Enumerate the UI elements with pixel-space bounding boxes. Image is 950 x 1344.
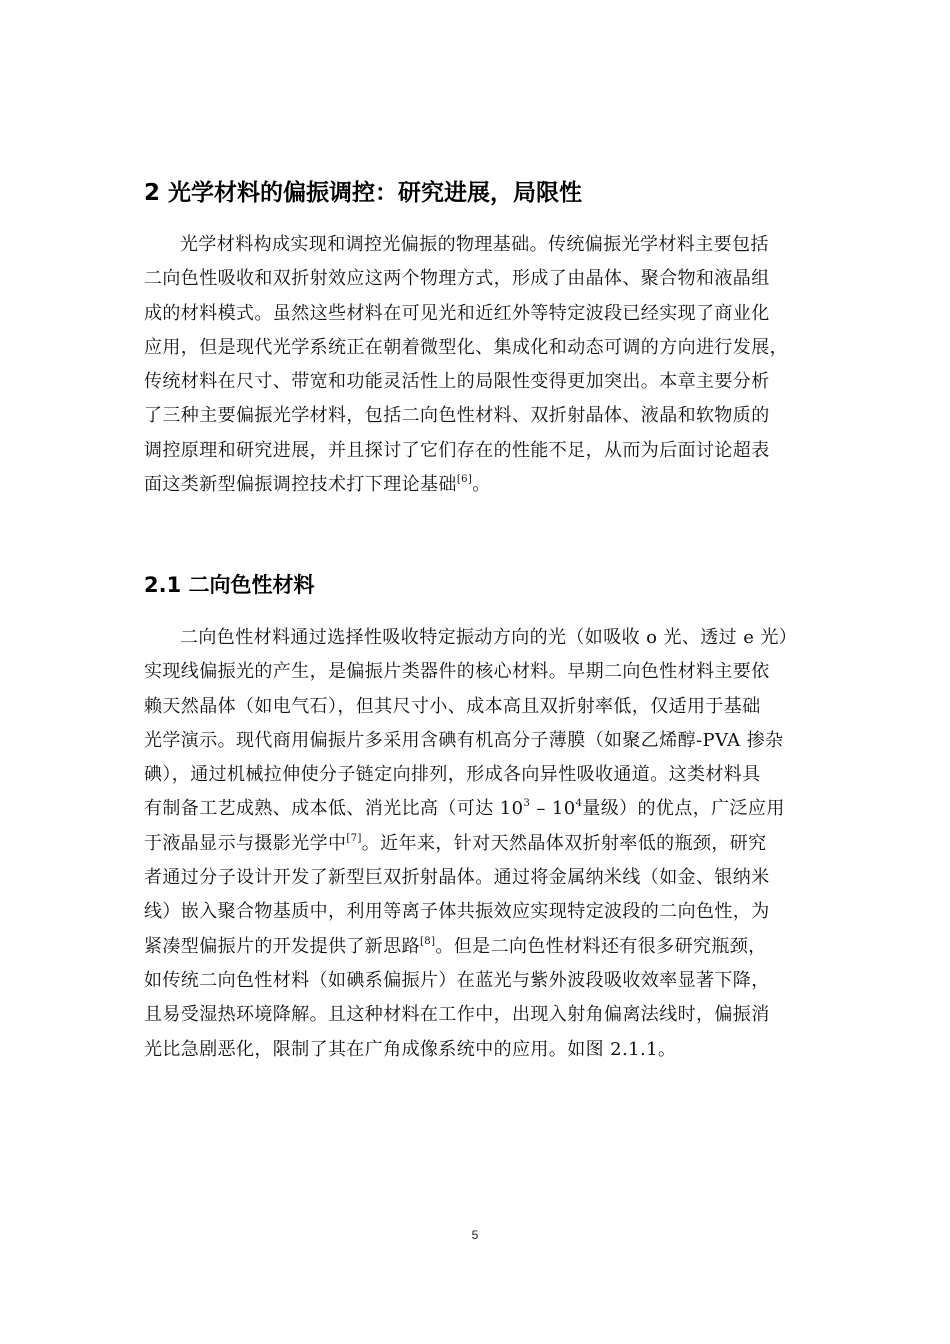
paragraph-line: 碘），通过机械拉伸使分子链定向排列，形成各向异性吸收通道。这类材料具 <box>144 764 761 786</box>
paragraph-line: 者通过分子设计开发了新型巨双折射晶体。通过将金属纳米线（如金、银纳米 <box>144 867 770 889</box>
section-heading <box>144 176 582 210</box>
paragraph-line: 且易受湿热环境降解。且这种材料在工作中，出现入射角偏离法线时，偏振消 <box>144 1004 770 1026</box>
paragraph-line: 赖天然晶体（如电气石），但其尺寸小、成本高且双折射率低，仅适用于基础 <box>144 695 761 717</box>
paragraph-line: 光学材料构成实现和调控光偏振的物理基础。传统偏振光学材料主要包括 <box>180 234 769 255</box>
intro-paragraph <box>144 228 812 502</box>
line-text: – 10 <box>530 798 576 820</box>
paragraph-line: 光比急剧恶化，限制了其在广角成像系统中的应用。如图 2.1.1。 <box>144 1038 677 1060</box>
subsection-heading <box>144 568 315 602</box>
line-text: 量级）的优点，广泛应用 <box>582 798 785 820</box>
citation-reference: [8] <box>420 935 436 947</box>
paragraph-line: 二向色性材料通过选择性吸收特定振动方向的光（如吸收 o 光、透过 e 光） <box>180 627 798 648</box>
line-text: 紧凑型偏振片的开发提供了新思路 <box>144 935 420 957</box>
paragraph-line: 二向色性吸收和双折射效应这两个物理方式，形成了由晶体、聚合物和液晶组 <box>144 268 770 290</box>
paragraph-line: 传统材料在尺寸、带宽和功能灵活性上的局限性变得更加突出。本章主要分析 <box>144 371 770 393</box>
exponent: 4 <box>575 798 583 810</box>
paragraph-line <box>144 468 812 502</box>
section-title: 光学材料的偏振调控：研究进展，局限性 <box>168 180 583 206</box>
line-text: 。但是二向色性材料还有很多研究瓶颈， <box>435 935 767 957</box>
line-text: 。近年来，针对天然晶体双折射率低的瓶颈，研究 <box>361 832 767 854</box>
exponent: 3 <box>523 798 531 810</box>
line-text: 面这类新型偏振调控技术打下理论基础 <box>144 474 457 496</box>
section-number: 2 <box>144 180 161 206</box>
citation-reference: [6] <box>456 474 473 486</box>
line-text: 于液晶显示与摄影光学中 <box>144 832 347 854</box>
paragraph-line <box>144 792 812 826</box>
paragraph-line: 实现线偏振光的产生，是偏振片类器件的核心材料。早期二向色性材料主要依 <box>144 661 770 683</box>
subsection-title: 二向色性材料 <box>188 573 315 597</box>
paragraph-line <box>144 827 812 861</box>
paragraph-line <box>144 930 812 964</box>
paragraph-line: 成的材料模式。虽然这些材料在可见光和近红外等特定波段已经实现了商业化 <box>144 302 770 324</box>
citation-reference: [7] <box>346 832 362 844</box>
paragraph-line: 了三种主要偏振光学材料，包括二向色性材料、双折射晶体、液晶和软物质的 <box>144 405 770 427</box>
paragraph-line: 光学演示。现代商用偏振片多采用含碘有机高分子薄膜（如聚乙烯醇-PVA 掺杂 <box>144 729 784 751</box>
dichroic-paragraph <box>144 621 812 1067</box>
paragraph-line: 调控原理和研究进展，并且探讨了它们存在的性能不足，从而为后面讨论超表 <box>144 439 770 461</box>
paragraph-line: 如传统二向色性材料（如碘系偏振片）在蓝光与紫外波段吸收效率显著下降， <box>144 969 770 991</box>
paragraph-line: 线）嵌入聚合物基质中，利用等离子体共振效应实现特定波段的二向色性，为 <box>144 901 770 923</box>
line-text: 有制备工艺成熟、成本低、消光比高（可达 10 <box>144 798 524 820</box>
page-number: 5 <box>471 1228 479 1242</box>
subsection-number: 2.1 <box>144 573 182 597</box>
line-end: 。 <box>472 474 491 496</box>
paragraph-line: 应用，但是现代光学系统正在朝着微型化、集成化和动态可调的方向进行发展， <box>144 336 788 358</box>
